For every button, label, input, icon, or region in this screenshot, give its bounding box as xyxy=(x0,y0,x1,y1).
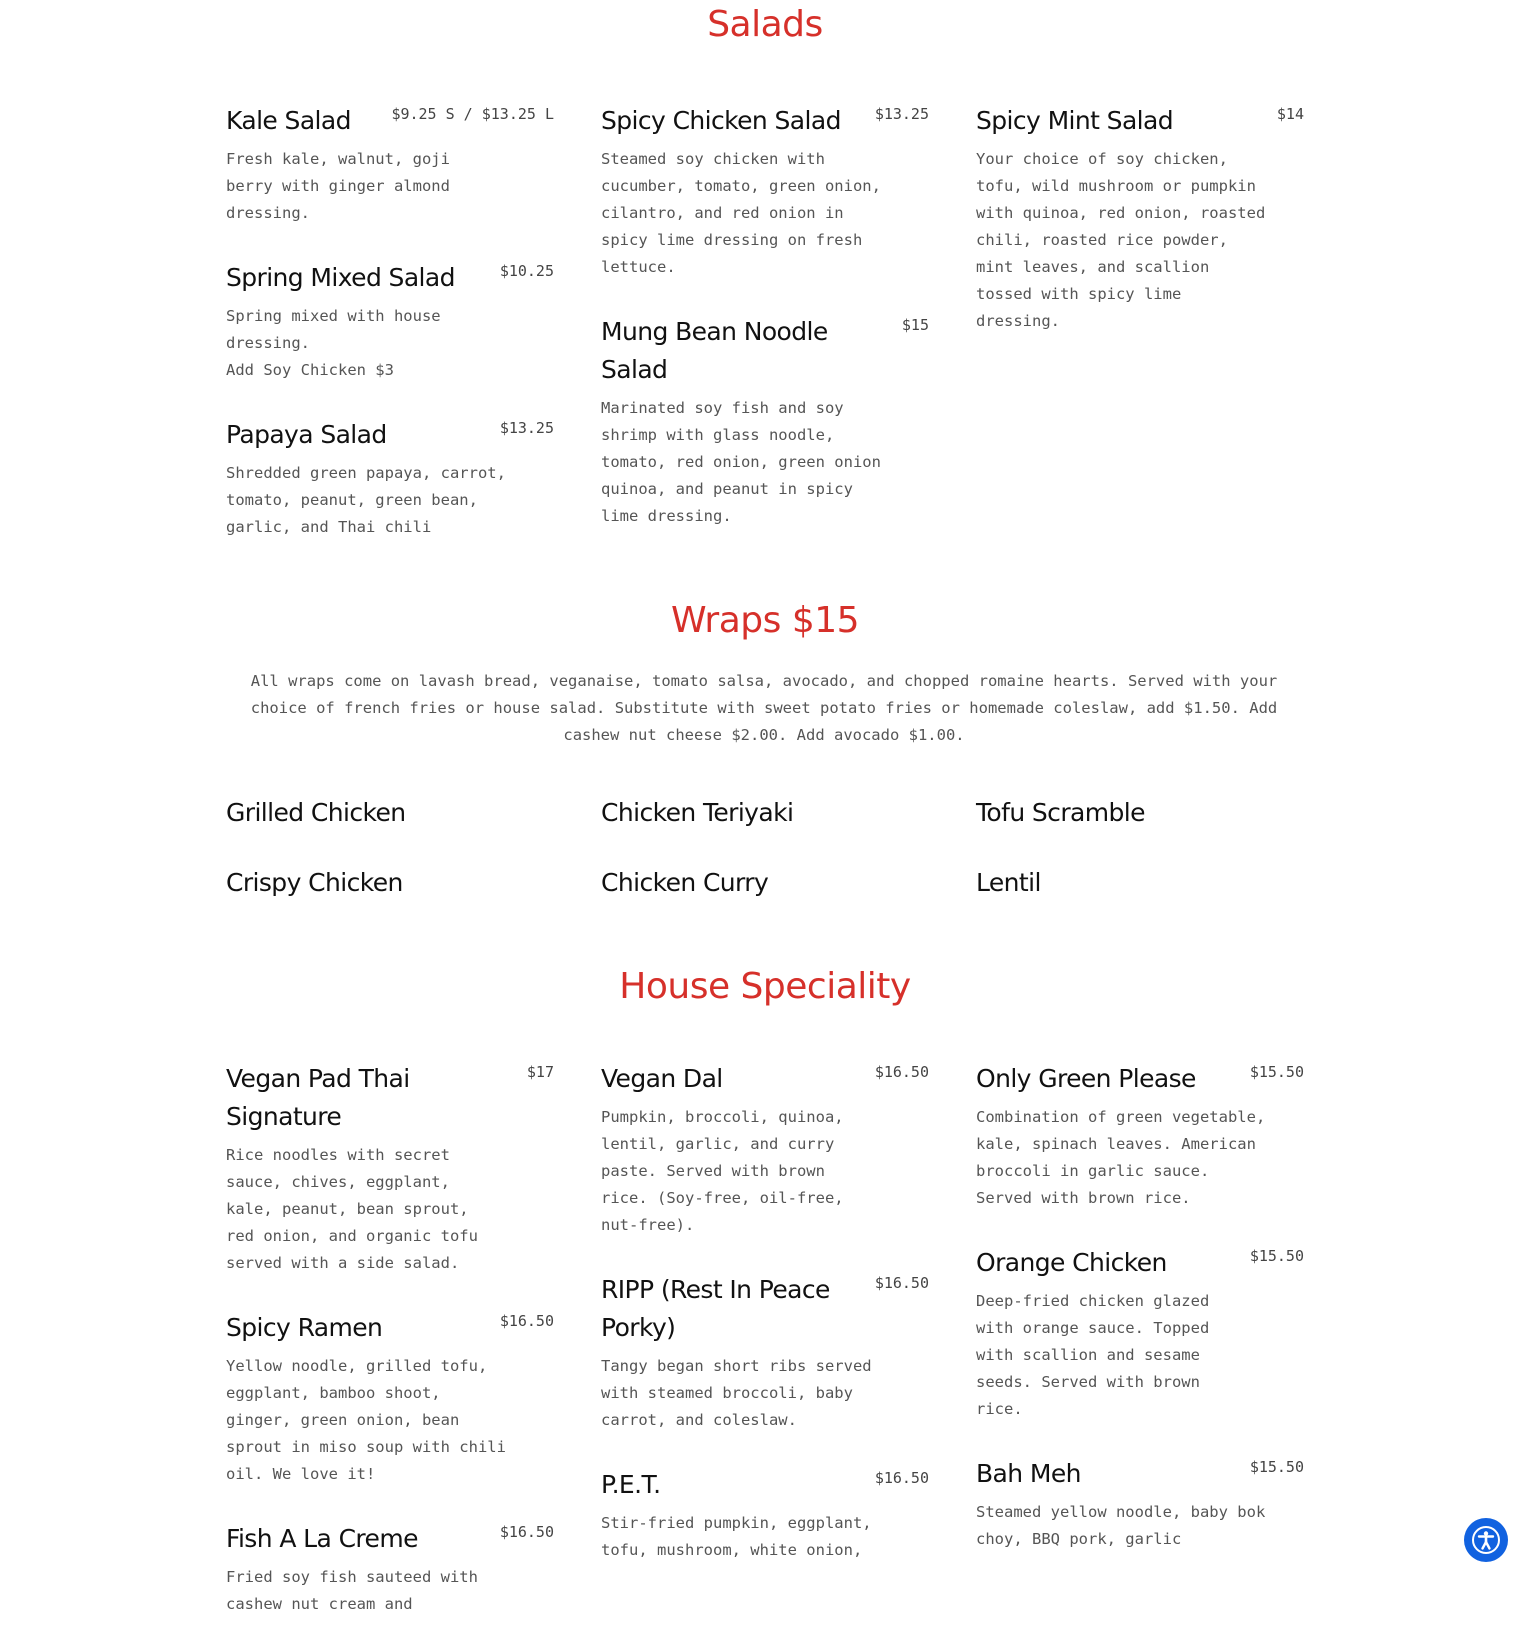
item-price: $10.25 xyxy=(499,262,554,280)
item-price: $15.50 xyxy=(1249,1247,1304,1265)
item-name: Fish A La Creme xyxy=(226,1524,418,1553)
item-price: $16.50 xyxy=(874,1274,929,1292)
item-price: $13.25 xyxy=(874,105,929,123)
menu-item xyxy=(226,259,554,384)
item-description: Yellow noodle, grilled tofu, eggplant, bamboo shoot, ginger, green onion, bean sprout in miso soup with chili oil. We love it! xyxy=(226,1357,506,1483)
menu-item xyxy=(976,1455,1304,1553)
wrap-item: Chicken Teriyaki xyxy=(601,798,794,827)
salads-column-2 xyxy=(601,102,929,562)
item-description: Rice noodles with secret sauce, chives, eggplant, kale, peanut, bean sprout, red onion, and organic tofu served with a side salad. xyxy=(226,1146,478,1272)
item-description: Tangy began short ribs served with steamed broccoli, baby carrot, and coleslaw. xyxy=(601,1357,872,1429)
item-price: $9.25 S / $13.25 L xyxy=(391,105,554,123)
item-name: RIPP (Rest In Peace Porky) xyxy=(601,1275,830,1342)
item-description: Shredded green papaya, carrot, tomato, peanut, green bean, garlic, and Thai chili xyxy=(226,464,506,536)
item-name: Only Green Please xyxy=(976,1064,1196,1093)
menu-item xyxy=(976,1060,1304,1212)
item-description: Stir-fried pumpkin, eggplant, tofu, mushroom, white onion, xyxy=(601,1514,872,1559)
item-name: Papaya Salad xyxy=(226,420,387,449)
wrap-item: Chicken Curry xyxy=(601,868,769,897)
item-name: Bah Meh xyxy=(976,1459,1081,1488)
item-name: Spicy Chicken Salad xyxy=(601,106,841,135)
menu-item xyxy=(226,1060,554,1277)
item-price: $16.50 xyxy=(499,1523,554,1541)
item-description: Your choice of soy chicken, tofu, wild mushroom or pumpkin with quinoa, red onion, roasted chili, roasted rice powder, mint leaves, and scallion tossed with spicy lime dressing. xyxy=(976,150,1266,330)
wrap-item: Grilled Chicken xyxy=(226,798,406,827)
item-description: Fresh kale, walnut, goji berry with ginger almond dressing. xyxy=(226,150,450,222)
item-description: Marinated soy fish and soy shrimp with glass noodle, tomato, red onion, green onion quinoa, and peanut in spicy lime dressing. xyxy=(601,399,881,525)
item-name: Vegan Dal xyxy=(601,1064,723,1093)
wraps-description: All wraps come on lavash bread, veganaise, tomato salsa, avocado, and chopped romaine hearts. Served with your choice of french fries or house salad. Substitute with sweet potato fries or homemade coleslaw, add $1.50. Add cashew nut cheese $2.00. Add avocado $1.00. xyxy=(250,672,1278,744)
item-name: Vegan Pad Thai Signature xyxy=(226,1064,410,1131)
item-price: $15 xyxy=(901,316,929,334)
item-price: $17 xyxy=(526,1063,554,1081)
accessibility-button[interactable] xyxy=(1464,1518,1508,1562)
salads-column-1 xyxy=(226,102,554,573)
item-name: Mung Bean Noodle Salad xyxy=(601,317,828,384)
menu-item xyxy=(976,102,1304,335)
house-column-2 xyxy=(601,1060,929,1596)
item-name: Orange Chicken xyxy=(976,1248,1167,1277)
section-title-house-speciality: House Speciality xyxy=(619,966,911,1007)
item-price: $15.50 xyxy=(1249,1063,1304,1081)
item-price: $16.50 xyxy=(874,1469,929,1487)
wrap-item: Crispy Chicken xyxy=(226,868,403,897)
house-column-1 xyxy=(226,1060,554,1650)
item-name: P.E.T. xyxy=(601,1470,661,1499)
menu-item xyxy=(976,1244,1304,1423)
item-name: Spicy Ramen xyxy=(226,1313,383,1342)
item-description: Steamed soy chicken with cucumber, tomato, green onion, cilantro, and red onion in spicy lime dressing on fresh lettuce. xyxy=(601,150,881,276)
item-description: Pumpkin, broccoli, quinoa, lentil, garlic, and curry paste. Served with brown rice. (Soy-free, oil-free, nut-free). xyxy=(601,1108,844,1234)
menu-item xyxy=(601,1271,929,1434)
item-description: Spring mixed with house dressing. Add Soy Chicken $3 xyxy=(226,307,441,379)
menu-item xyxy=(226,416,554,541)
menu-item xyxy=(601,1466,929,1564)
menu-item xyxy=(601,102,929,281)
menu-item xyxy=(226,1520,554,1618)
item-name: Spring Mixed Salad xyxy=(226,263,455,292)
item-description: Combination of green vegetable, kale, spinach leaves. American broccoli in garlic sauce. Served with brown rice. xyxy=(976,1108,1266,1207)
item-description: Steamed yellow noodle, baby bok choy, BBQ pork, garlic xyxy=(976,1503,1266,1548)
item-description: Deep-fried chicken glazed with orange sauce. Topped with scallion and sesame seeds. Served with brown rice. xyxy=(976,1292,1210,1418)
accessibility-icon xyxy=(1471,1525,1501,1555)
salads-column-3 xyxy=(976,102,1304,367)
item-description: Fried soy fish sauteed with cashew nut cream and xyxy=(226,1568,478,1613)
wrap-item: Lentil xyxy=(976,868,1041,897)
item-price: $14 xyxy=(1276,105,1304,123)
item-price: $15.50 xyxy=(1249,1458,1304,1476)
section-title-wraps: Wraps $15 xyxy=(670,600,860,641)
section-title-salads: Salads xyxy=(707,4,823,45)
item-name: Spicy Mint Salad xyxy=(976,106,1174,135)
wrap-item: Tofu Scramble xyxy=(976,798,1145,827)
menu-item xyxy=(601,313,929,530)
item-price: $13.25 xyxy=(499,419,554,437)
house-column-3 xyxy=(976,1060,1304,1585)
item-price: $16.50 xyxy=(874,1063,929,1081)
menu-item xyxy=(226,1309,554,1488)
menu-item xyxy=(601,1060,929,1239)
item-price: $16.50 xyxy=(499,1312,554,1330)
item-name: Kale Salad xyxy=(226,106,351,135)
menu-item xyxy=(226,102,554,227)
